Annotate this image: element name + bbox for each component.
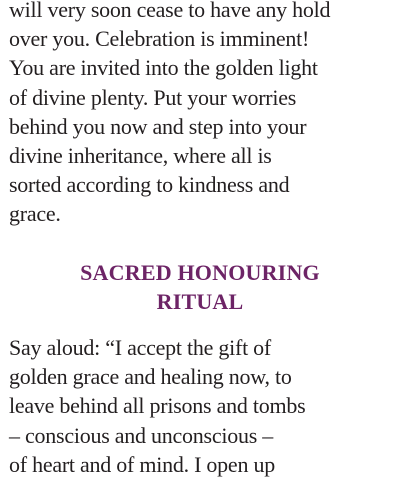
- text-line: grace.: [9, 201, 61, 227]
- section-heading: [0, 258, 400, 316]
- text-line: You are invited into the golden light: [9, 55, 318, 81]
- body-paragraph: [9, 333, 305, 479]
- text-line: will very soon cease to have any hold: [9, 0, 331, 22]
- body-paragraph: [9, 0, 330, 229]
- text-line: of divine plenty. Put your worries: [9, 84, 297, 110]
- heading-line: SACRED HONOURING: [80, 260, 320, 285]
- text-line: divine inheritance, where all is: [9, 143, 272, 169]
- text-line: of heart and of mind. I open up: [9, 451, 275, 477]
- text-line: over you. Celebration is imminent!: [9, 26, 310, 52]
- heading-line: RITUAL: [156, 289, 244, 314]
- text-line: golden grace and healing now, to: [9, 364, 292, 390]
- text-line: – conscious and unconscious –: [9, 422, 274, 448]
- text-line: behind you now and step into your: [9, 113, 307, 139]
- text-line: leave behind all prisons and tombs: [9, 393, 306, 419]
- text-line: Say aloud: “I accept the gift of: [9, 335, 272, 360]
- text-line: sorted according to kindness and: [9, 172, 290, 198]
